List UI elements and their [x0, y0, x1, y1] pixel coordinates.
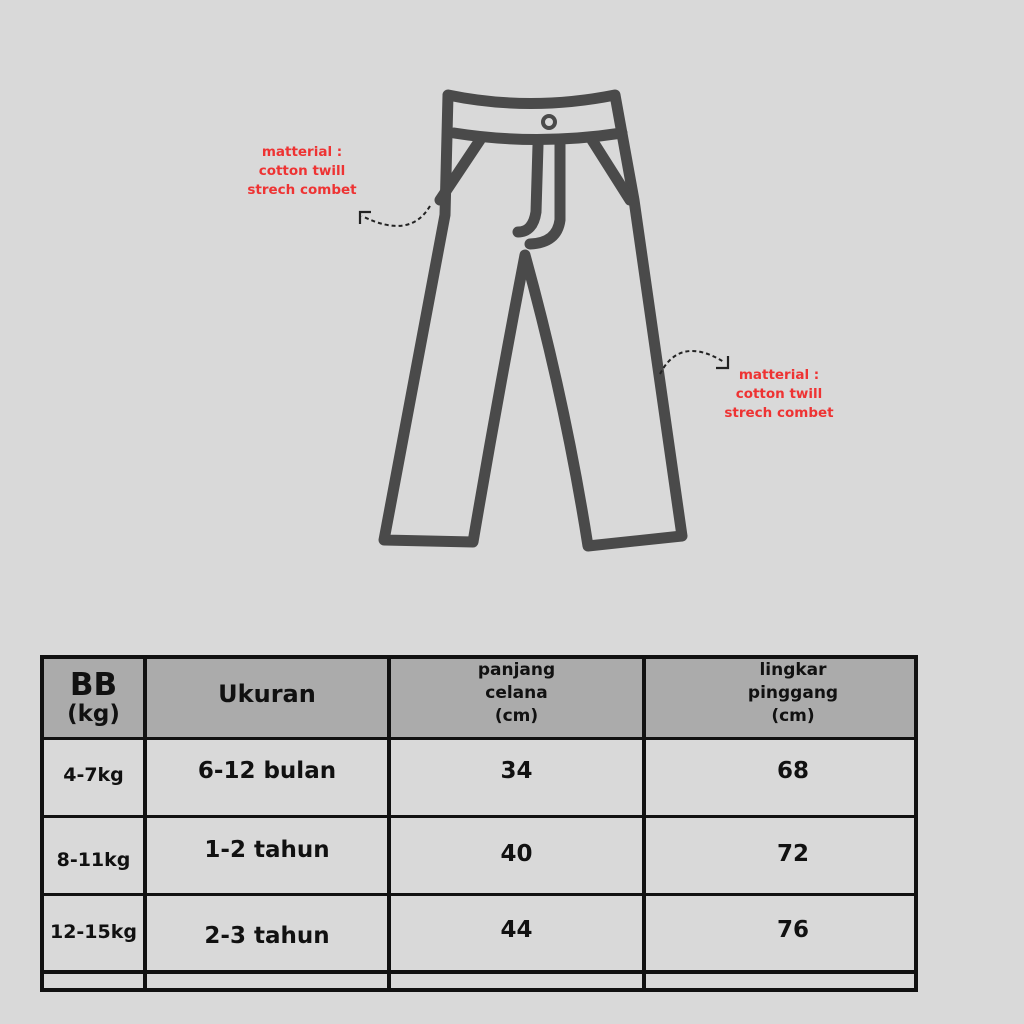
size-chart-table	[40, 655, 918, 992]
row3-ukuran: 2-3 tahun	[204, 923, 330, 949]
left-arrow-curve	[362, 206, 430, 226]
row1-panjang: 34	[500, 758, 533, 784]
header-panjang-line-2: celana	[485, 683, 548, 703]
note-right-line-1: matterial :	[738, 367, 820, 383]
row1-lingkar: 68	[776, 758, 809, 784]
header-bb	[44, 659, 143, 737]
header-panjang-celana	[391, 659, 642, 735]
note-right-line-2: cotton twill	[735, 386, 823, 402]
row2-ukuran: 1-2 tahun	[204, 837, 330, 863]
header-lingkar-pinggang	[646, 659, 940, 735]
header-bb-label: BB	[69, 667, 118, 703]
row3-bb: 12-15kg	[49, 921, 137, 943]
row1-bb: 4-7kg	[63, 764, 124, 786]
header-lingkar-line-2: pinggang	[747, 683, 839, 703]
header-lingkar-line-1: lingkar	[759, 660, 827, 680]
header-ukuran: Ukuran	[218, 680, 316, 708]
row2-panjang: 40	[500, 841, 533, 867]
row3-panjang: 44	[500, 917, 533, 943]
header-panjang-line-3: (cm)	[494, 706, 539, 726]
material-note-left	[234, 143, 370, 200]
header-lingkar-line-3: (cm)	[771, 706, 815, 726]
table-line-bottom	[40, 988, 918, 992]
row2-lingkar: 72	[776, 841, 809, 867]
button-icon	[543, 116, 555, 128]
note-left-line-2: cotton twill	[258, 163, 346, 179]
note-left-line-1: matterial :	[261, 144, 343, 160]
note-right-line-3: strech combet	[724, 405, 834, 421]
row2-bb: 8-11kg	[56, 849, 131, 871]
note-left-line-3: strech combet	[247, 182, 357, 198]
row1-ukuran: 6-12 bulan	[197, 758, 337, 784]
material-note-right	[711, 366, 847, 423]
row3-lingkar: 76	[776, 917, 809, 943]
fly-line	[518, 145, 538, 232]
header-panjang-line-1: panjang	[477, 660, 556, 680]
header-bb-unit: (kg)	[67, 701, 120, 727]
